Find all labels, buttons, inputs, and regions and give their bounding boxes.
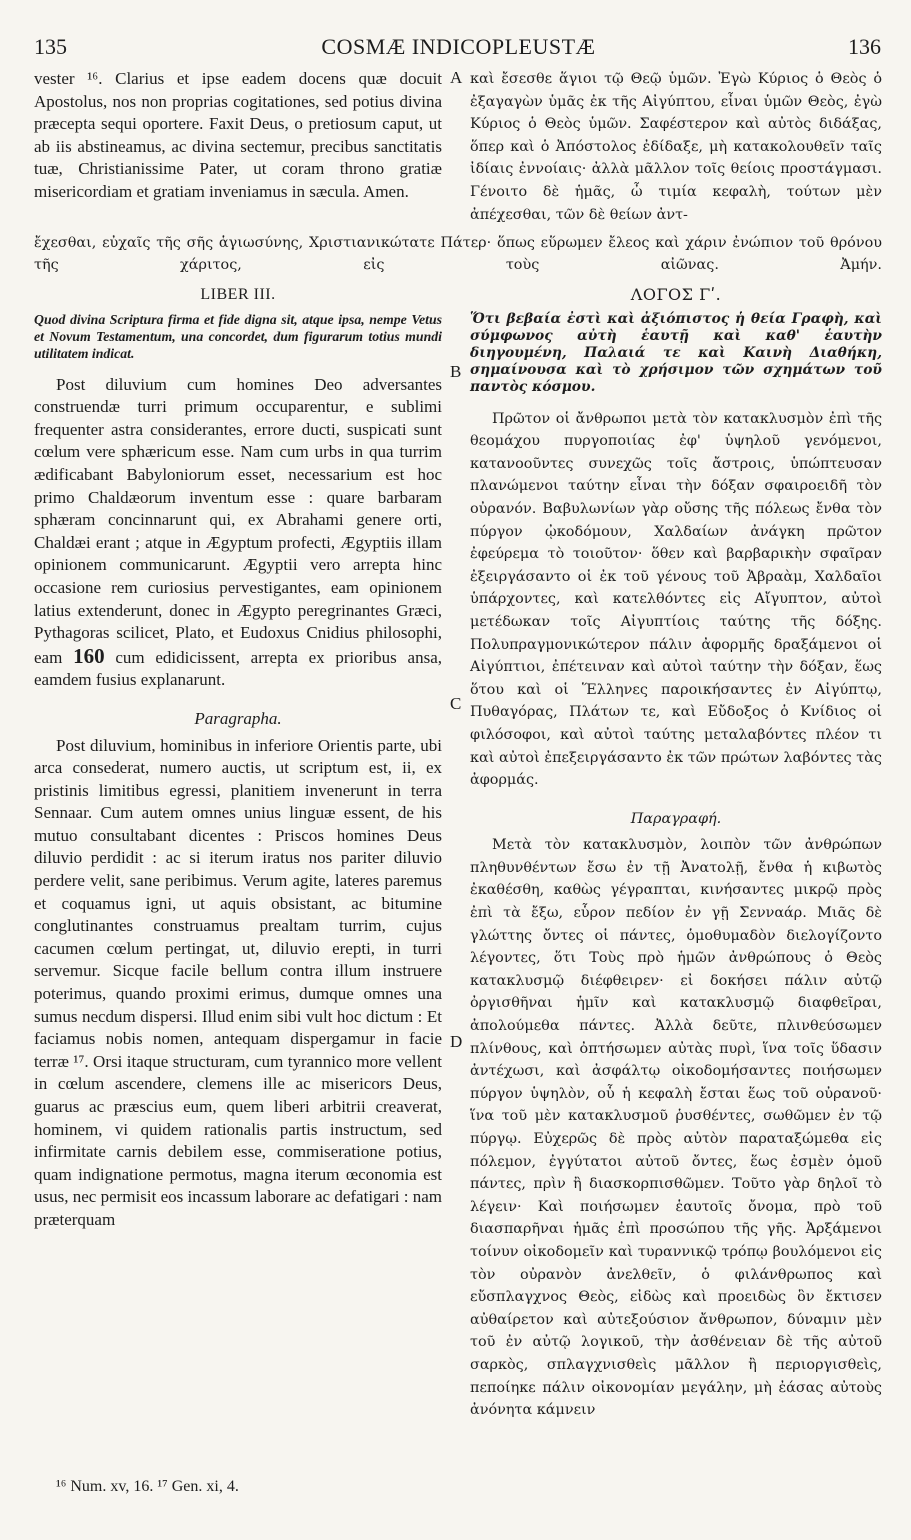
margin-marker-a: A bbox=[450, 68, 463, 87]
greek-intro: καὶ ἔσεσθε ἅγιοι τῷ Θεῷ ὑμῶν. Ἐγὼ Κύριος ὁ Θεὸς ὁ ἐξαγαγὼν ὑμᾶς ἐκ τῆς Αἰγύπτου, εἶναι ὑμῶν Θεὸς, ἐγὼ Κύριος ὁ Θεὸς ὑμῶν. Σαφέστερον καὶ αὐτὸς διδάξας, ὅπερ καὶ ὁ Ἀπόστολος ἐδίδαξε, μὴ κατακολουθεῖν ταῖς ἰδίαις ἐννοίαις· ἀλλὰ μᾶλλον τοῖς θείοις προστάγμασι. Γένοιτο δὲ ἡμᾶς, ὦ τιμία κεφαλὴ, τούτων μὲν ἀπέχεσθαι, τῶν δὲ θείων ἀντ- bbox=[470, 71, 882, 223]
right-page-number: 136 bbox=[848, 34, 881, 59]
paragraphe-title: Παραγραφή. bbox=[630, 810, 722, 827]
greek-summary: Ὅτι βεβαία ἐστὶ καὶ ἀξιόπιστος ἡ θεία Γραφὴ, καὶ σύμφωνος αὐτὴ ἑαυτῇ καὶ καθ' ἑαυτὴν διηγουμένη, Παλαιά τε καὶ Καινὴ Διαθήκη, σημαίνουσα καὶ τὸ χρήσιμον τῶν σχημάτων τοῦ παντὸς κόσμου. bbox=[470, 310, 882, 395]
margin-marker-b: B bbox=[450, 362, 462, 381]
paragrapha-title: Paragrapha. bbox=[194, 708, 282, 728]
footnote: ¹⁶ Num. xv, 16. ¹⁷ Gen. xi, 4. bbox=[56, 1478, 239, 1495]
latin-body-end: cum edidicissent, arrepta ex prioribus ansa, eamdem fusius explanarunt. bbox=[34, 647, 443, 690]
margin-marker-d: D bbox=[450, 1032, 463, 1051]
left-page-number: 135 bbox=[34, 34, 67, 59]
latin-book-section bbox=[34, 276, 442, 1232]
paragrapha-text: Post diluvium, hominibus in inferiore Orientis parte, ubi arca consederat, numero auctis, ut scriptum est, ii, ex pristinis limitibus egressi, planitiem invenerunt in terra Sennaar. Cum autem omnes unius linguæ essent, de his mutuo consultabant dicentes : Priscos homines Deus diluvio perdidit : ac si iterum iratus nos pariter diluvio perdere velit, sane peribimus. Verum agite, lateres paremus et coquamus igni, ut aquis obsistant, ac bitumine conglutinantes construamus prealtam turrim, cujus cacumen cœlum pertingat, ut, diluvio erepti, in turri servemur. Sicque facile bellum contra illum instruere poterimus, quando proximi erimus, dumque omnes una sumus necdum dispersi. Illud enim sibi vult hoc dictum : Et faciamus nobis nomen, antequam dispergamur in facie terræ ¹⁷. Orsi itaque structuram, cum tyrannico more vellent in cœlum ascendere, clemens ille ac misericors Deus, guarus ac præscius eum, quem liberi arbitrii creaverat, hominem, vi quidem rationalis partis instructum, sed infirmitate carnis debilem esse, commiseratione potius, quam indignatione permotus, magna iterum œconomia est usus, nec permisit eos incassum laborare ac defatigari : nam præterquam bbox=[34, 735, 442, 1229]
latin-summary: Quod divina Scriptura firma et fide digna sit, atque ipsa, nempe Vetus et Novum Testamentum, una concordet, dum figurarum totius mundi utilitatem indicat. bbox=[34, 311, 442, 361]
page-header bbox=[30, 34, 887, 64]
logos-heading: ΛΟΓΟΣ Γʹ. bbox=[630, 285, 722, 304]
latin-intro: vester ¹⁶. Clarius et ipse eadem docens quæ docuit Apostolus, nos non proprias cogitationes, sed potius divina præcepta sequi oportere. Faxit Deus, o pretiosum caput, ut ab iis abstineamus, ac divina sectemur, precibus sanctitatis tuæ, Christianissime Pater, ut coram throno gratiæ misericordiam et gratiam inveniamus in sæcula. Amen. bbox=[34, 69, 442, 201]
greek-book-section bbox=[470, 276, 882, 1422]
running-title: COSMÆ INDICOPLEUSTÆ bbox=[321, 34, 596, 59]
liber-heading: LIBER III. bbox=[200, 286, 276, 303]
greek-column-top bbox=[470, 68, 882, 226]
spanning-greek-line: ἔχεσθαι, εὐχαῖς τῆς σῆς ἁγιωσύνης, Χριστιανικώτατε Πάτερ· ὅπως εὕρωμεν ἔλεος καὶ χάριν ἐνώπιον τοῦ θρόνου τῆς χάριτος, εἰς τοὺς αἰῶνας. Ἀμήν. bbox=[34, 235, 882, 273]
latin-body-start: Post diluvium cum homines Deo adversantes construendæ turri primum occuparentur, e sublimi frequenter astra considerantes, errore ducti, suspicati sunt cœlum vere sphæricum esse. Nam cum urbs in qua turrim ædificabant Babyloniorum esset, necessarium est hoc primo Chaldæorum inventum esse : quare barbaram sphæram concinnarunt qui, ex Abrahami genere orti, Chaldæi erant ; atque in Ægyptum profecti, Ægyptiis illam opinionem communicarunt. Ægyptii vero arrepta hinc occasione rem curiosius pervestigantes, eam opinionem latius extenderunt, donec in Ægypto peregrinantes Græci, Pythagoras scilicet, Plato, et Eudoxus Cnidius philosophi, eam bbox=[34, 374, 442, 667]
latin-column bbox=[34, 68, 442, 204]
edition-page-marker: 160 bbox=[73, 643, 105, 668]
margin-marker-c: C bbox=[450, 694, 462, 713]
greek-body: Πρῶτον οἱ ἄνθρωποι μετὰ τὸν κατακλυσμὸν ἐπὶ τῆς θεομάχου πυργοποιίας ἐφ' ὑψηλοῦ γενόμενοι, κατανοοῦντες συνεχῶς τοῖς ἄστροις, ὑπώπτευσαν πλανώμενοι ταύτην εἶναι τὴν δόξαν σφαιροειδῆ τὸν οὐρανόν. Βαβυλωνίων γὰρ οὔσης τῆς πόλεως ἔνθα τὸν πύργον ᾠκοδόμουν, Χαλδαίων ἀνάγκη πρῶτον ἐφεύρεμα τὸ τοιοῦτον· ὅθεν καὶ βαρβαρικὴν σφαῖραν ἐξειργάσαντο οἱ ἐκ τοῦ γένους τοῦ Ἀβραὰμ, Χαλδαῖοι ὑπάρχοντες, καὶ κατελθόντες εἰς Αἴγυπτον, αὐτοὶ μετέδωκαν τοῖς Αἰγυπτίοις ταύτης τῆς δόξης. Πολυπραγμονικώτερον πάλιν ἀφορμῆς δραξάμενοι οἱ Αἰγύπτιοι, ἐπέτειναν καὶ αὐτοὶ ταύτην τὴν δόξαν, ἕως ὅτου καὶ οἱ Ἕλληνες παροικήσαντες ἐν Αἰγύπτῳ, Πυθαγόρας, Πλάτων τε, καὶ Εὔδοξος ὁ Κνίδιος οἱ φιλόσοφοι, καὶ αὐτοὶ ταύτης μεταλαβόντες πλέον τι καὶ αὐτοὶ ἐπεξειργάσαντο ἐκ τῶν πρώτων λαβόντες τὰς ἀφορμάς. bbox=[470, 410, 882, 789]
paragraphe-text: Μετὰ τὸν κατακλυσμὸν, λοιπὸν τῶν ἀνθρώπων πληθυνθέντων ἔσω ἐν τῇ Ἀνατολῇ, ἔνθα ἡ κιβωτὸς ἐκαθέσθη, καθὼς γέγραπται, κινήσαντες μικρῷ πρὸς ἐπὶ τὰ ἔξω, εὗρον πεδίον ἐν γῇ Σενναάρ. Μιᾶς δὲ γλώττης ὄντες οἱ πάντες, ὁμοθυμαδὸν διελογίζοντο λέγοντες, ὅτι Τοὺς πρὸ ἡμῶν ἀνθρώπους ὁ Θεὸς κατακλυσμῷ διέφθειρεν· εἰ δοκήσει πάλιν αὐτῷ ὀργισθῆναι ἡμῖν καὶ κατακλυσμῷ διαφθεῖραι, ἀπολούμεθα πάντες. Ἀλλὰ δεῦτε, πλινθεύσωμεν πλίνθους, καὶ ὀπτήσωμεν αὐτὰς πυρὶ, ἵνα τοῖς ὕδασιν ἀντέχωσι, καὶ ἀσφάλτῳ οἰκοδομήσαντες ποιήσωμεν πύργον ὑψηλὸν, οὗ ἡ κεφαλὴ ἔσται ἕως τοῦ οὐρανοῦ· ἵνα τοῦ μὲν κατακλυσμοῦ ῥυσθέντες, σωθῶμεν ἐν τῷ πύργῳ. Εὐχερῶς δὲ πρὸς αὐτὸν παραταξώμεθα εἰς πόλεμον, ἐγγύτατοι αὐτοῦ ὄντες, ἕως ἐσμὲν ὁμοῦ πάντες, πρὶν ἢ διασκορπισθῶμεν. Τοῦτο γὰρ δηλοῖ τὸ λέγειν· Καὶ ποιήσωμεν ἑαυτοῖς ὄνομα, πρὸ τοῦ διασπαρῆναι ἡμᾶς ἐπὶ προσώπου τῆς γῆς. Ἀρξάμενοι τοίνυν οἰκοδομεῖν καὶ τυραννικῷ τρόπῳ βουλόμενοι εἰς τὸν οὐρανὸν ἀνελθεῖν, ὁ φιλάνθρωπος καὶ εὔσπλαγχνος Θεὸς, εἰδὼς καὶ προειδὼς ὃν ἔκτισεν αὐθαίρετον καὶ αὐτεξούσιον ἄνθρωπον, δύναμιν μὲν τοῦ ἐν αὐτῷ λογικοῦ, τὴν ἀσθένειαν δὲ τῆς αὐτοῦ σαρκὸς, σπλαγχνισθεὶς μᾶλλον ἢ περιοργισθεὶς, πεποίηκε πάλιν οἰκονομίαν μεγάλην, μὴ ἐάσας αὐτοὺς ἀνόνητα κάμνειν bbox=[470, 837, 882, 1419]
